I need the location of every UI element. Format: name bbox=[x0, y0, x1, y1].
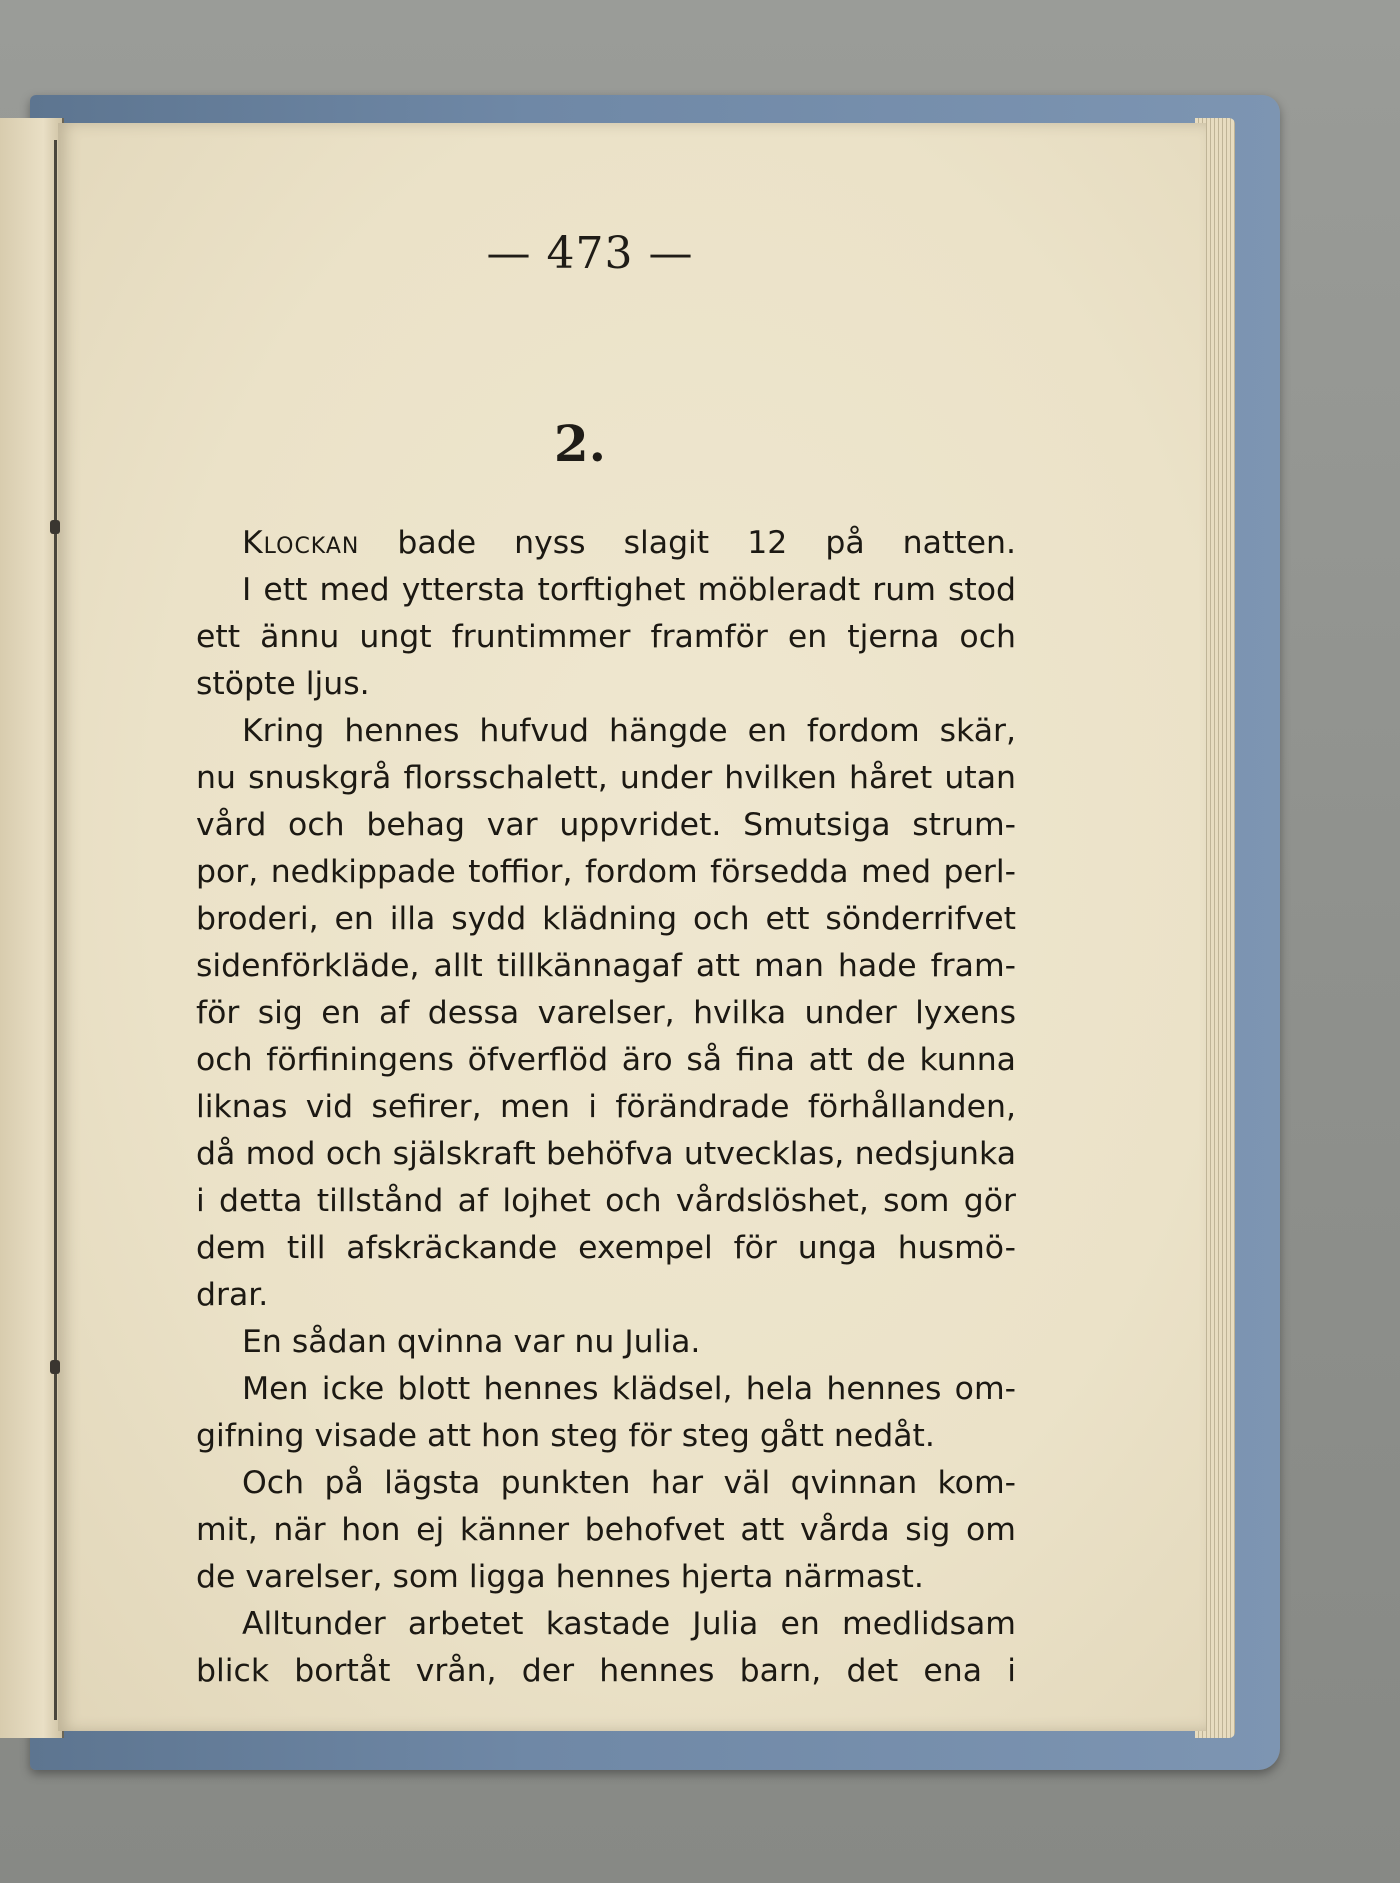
text-line: dem till afskräckande exempel för unga husmö- bbox=[196, 1230, 1016, 1266]
text-line: Klockan bade nyss slagit 12 på natten. bbox=[242, 525, 1016, 561]
text-line: liknas vid sefirer, men i förändrade förhållanden, bbox=[196, 1089, 1016, 1125]
text-line: Kring hennes hufvud hängde en fordom skär, bbox=[242, 713, 1016, 749]
text-line: I ett med yttersta torftighet möbleradt rum stod bbox=[242, 572, 1016, 608]
text-line: blick bortåt vrån, der hennes barn, det ena i bbox=[196, 1653, 1016, 1689]
opening-word: Klockan bbox=[242, 525, 360, 561]
text-line: Och på lägsta punkten har väl qvinnan kom- bbox=[242, 1465, 1016, 1501]
text-line: de varelser, som ligga hennes hjerta närmast. bbox=[196, 1559, 924, 1595]
text-line: En sådan qvinna var nu Julia. bbox=[242, 1324, 701, 1360]
text-line: ett ännu ungt fruntimmer framför en tjerna och bbox=[196, 619, 1016, 655]
text-line: por, nedkippade toffior, fordom försedda med perl- bbox=[196, 854, 1016, 890]
text-line: gifning visade att hon steg för steg gått nedåt. bbox=[196, 1418, 935, 1454]
text-line: nu snuskgrå florsschalett, under hvilken håret utan bbox=[196, 760, 1016, 796]
text-line: sidenförkläde, allt tillkännagaf att man hade fram- bbox=[196, 948, 1016, 984]
binding-stitch bbox=[50, 1360, 60, 1374]
text-line: för sig en af dessa varelser, hvilka under lyxens bbox=[196, 995, 1016, 1031]
body-text bbox=[196, 520, 1016, 1695]
text-line: vård och behag var uppvridet. Smutsiga strum- bbox=[196, 807, 1016, 843]
text-line: och förfiningens öfverflöd äro så fina att de kunna bbox=[196, 1042, 1016, 1078]
binding-stitch bbox=[50, 520, 60, 534]
page-number: — 473 — bbox=[486, 228, 694, 279]
text-line: broderi, en illa sydd klädning och ett sönderrifvet bbox=[196, 901, 1016, 937]
text-line: i detta tillstånd af lojhet och vårdslöshet, som gör bbox=[196, 1183, 1016, 1219]
text-line: stöpte ljus. bbox=[196, 666, 370, 702]
text-line: då mod och själskraft behöfva utvecklas, nedsjunka bbox=[196, 1136, 1016, 1172]
gutter bbox=[54, 140, 57, 1720]
text-line: mit, när hon ej känner behofvet att vårda sig om bbox=[196, 1512, 1016, 1548]
text-line: Men icke blott hennes klädsel, hela hennes om- bbox=[242, 1371, 1016, 1407]
text-line: drar. bbox=[196, 1277, 269, 1313]
section-number: 2. bbox=[553, 414, 607, 473]
text-line: Alltunder arbetet kastade Julia en medlidsam bbox=[242, 1606, 1016, 1642]
